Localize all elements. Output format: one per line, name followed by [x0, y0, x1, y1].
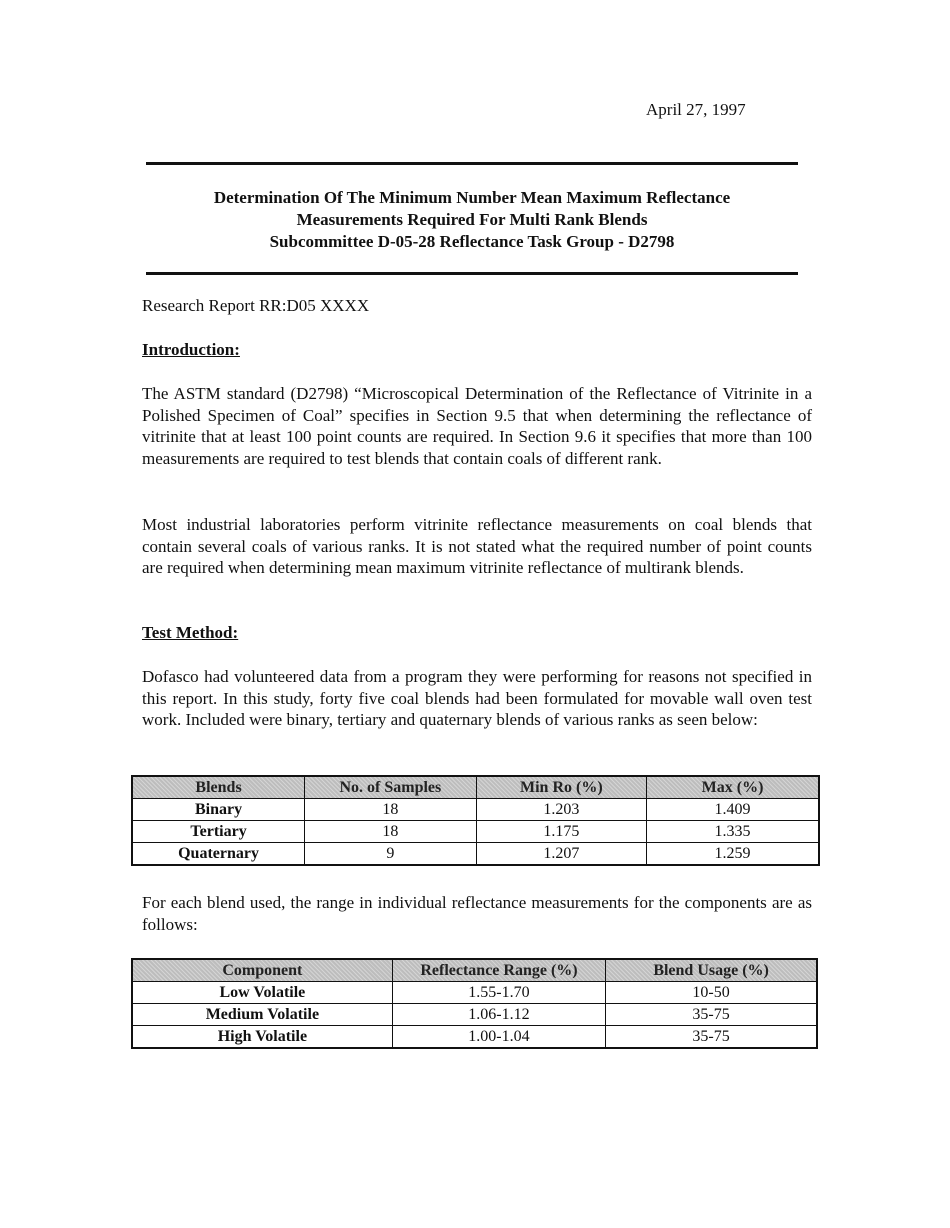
table-row [132, 982, 817, 1004]
table-cell: 1.175 [476, 821, 646, 843]
report-id: Research Report RR:D05 XXXX [142, 296, 370, 315]
column-header: Max (%) [647, 776, 819, 799]
table-row [132, 1004, 817, 1026]
blends-table [131, 775, 820, 866]
document-title [146, 187, 798, 253]
table-cell: 18 [305, 799, 477, 821]
table-cell: 1.259 [647, 843, 819, 866]
table-cell: Low Volatile [132, 982, 392, 1004]
column-header: Component [132, 959, 392, 982]
table-cell: 1.335 [647, 821, 819, 843]
table-cell: 1.55-1.70 [392, 982, 605, 1004]
table-cell: 9 [305, 843, 477, 866]
table-cell: 1.06-1.12 [392, 1004, 605, 1026]
table-cell: Tertiary [132, 821, 305, 843]
title-top-rule [146, 162, 798, 165]
introduction-heading: Introduction: [142, 340, 240, 359]
title-bottom-rule [146, 272, 798, 275]
table-row [132, 821, 819, 843]
document-date: April 27, 1997 [646, 100, 746, 119]
table-cell: Binary [132, 799, 305, 821]
introduction-paragraph-2: Most industrial laboratories perform vitrinite reflectance measurements on coal blends that contain several coals of various ranks. It is not stated what the required number of point counts are required when determining mean maximum vitrinite reflectance of multirank blends. [142, 515, 812, 577]
table-row [132, 843, 819, 866]
table-cell: 1.203 [476, 799, 646, 821]
column-header: Blend Usage (%) [606, 959, 817, 982]
title-line-3: Subcommittee D-05-28 Reflectance Task Group - D2798 [269, 232, 675, 251]
column-header: No. of Samples [305, 776, 477, 799]
table-row [132, 1026, 817, 1049]
table-cell: 18 [305, 821, 477, 843]
table-row [132, 799, 819, 821]
introduction-paragraph-1: The ASTM standard (D2798) “Microscopical Determination of the Reflectance of Vitrinite in a Polished Specimen of Coal” specifies in Section 9.5 that when determining the reflectance of vitrinite that at least 100 point counts are required. In Section 9.6 it specifies that more than 100 measurements are required to test blends that contain coals of different rank. [142, 384, 812, 468]
table-cell: 35-75 [606, 1026, 817, 1049]
components-table [131, 958, 818, 1049]
table-header-row [132, 959, 817, 982]
column-header: Blends [132, 776, 305, 799]
table-cell: 1.409 [647, 799, 819, 821]
test-method-paragraph-2: For each blend used, the range in individual reflectance measurements for the components are as follows: [142, 893, 812, 934]
table-cell: High Volatile [132, 1026, 392, 1049]
table-cell: 1.00-1.04 [392, 1026, 605, 1049]
table-cell: 10-50 [606, 982, 817, 1004]
column-header: Min Ro (%) [476, 776, 646, 799]
table-cell: Quaternary [132, 843, 305, 866]
table-cell: 1.207 [476, 843, 646, 866]
table-cell: Medium Volatile [132, 1004, 392, 1026]
title-line-1: Determination Of The Minimum Number Mean Maximum Reflectance [213, 188, 731, 207]
column-header: Reflectance Range (%) [392, 959, 605, 982]
title-line-2: Measurements Required For Multi Rank Blends [296, 210, 648, 229]
table-header-row [132, 776, 819, 799]
test-method-paragraph-1: Dofasco had volunteered data from a program they were performing for reasons not specified in this report. In this study, forty five coal blends had been formulated for movable wall oven test work. Included were binary, tertiary and quaternary blends of various ranks as seen below: [142, 667, 812, 729]
test-method-heading: Test Method: [142, 623, 239, 642]
table-cell: 35-75 [606, 1004, 817, 1026]
